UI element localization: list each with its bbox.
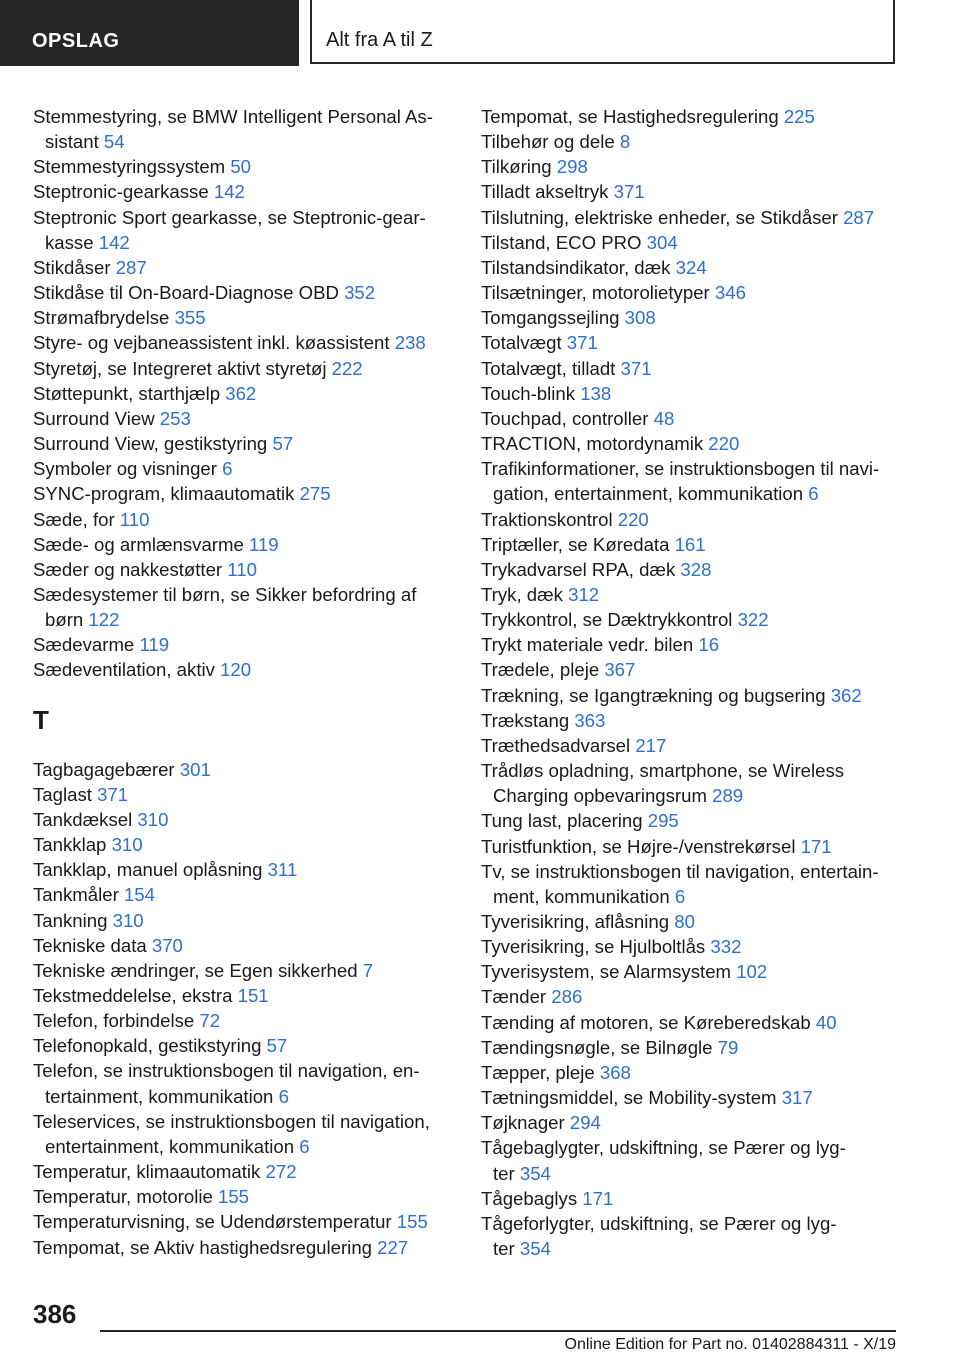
index-entry: [33, 782, 453, 807]
index-entry-text: Tryk, dæk: [481, 583, 569, 605]
index-entry-text: Sæde- og armlænsvarme: [33, 533, 249, 555]
index-page-link[interactable]: 119: [248, 533, 279, 555]
index-page-link[interactable]: 272: [265, 1161, 297, 1183]
index-entry: [481, 683, 901, 708]
index-entry: [33, 908, 453, 933]
index-entry: [481, 582, 901, 607]
index-entry-text: tertainment, kommunikation: [45, 1085, 279, 1107]
index-entry-text: ter: [493, 1238, 520, 1260]
index-page-link[interactable]: 367: [604, 659, 636, 681]
index-page-link[interactable]: 110: [119, 508, 150, 530]
index-entry: [33, 481, 453, 506]
index-page-link[interactable]: 7: [362, 959, 374, 981]
index-entry-text: gation, entertainment, kommunikation: [493, 483, 809, 505]
index-entry-text: ter: [493, 1162, 520, 1184]
index-entry: [481, 1010, 901, 1035]
footer-edition: [310, 1336, 896, 1354]
index-entry: [33, 1109, 453, 1134]
index-entry-text: Tempomat, se Hastighedsregulering: [481, 106, 784, 127]
index-entry: [33, 1033, 453, 1058]
index-page-link[interactable]: 310: [112, 909, 144, 931]
index-entry: [33, 532, 453, 557]
index-page-link[interactable]: 227: [377, 1236, 409, 1258]
index-entry-text: Tomgangssejling: [481, 307, 625, 329]
index-page-link[interactable]: 354: [519, 1238, 551, 1260]
index-entry-text: Tung last, placering: [481, 810, 648, 832]
index-entry: [33, 255, 453, 280]
index-entry-text: Styretøj, se Integreret aktivt styretøj: [33, 357, 332, 379]
index-entry: [33, 1184, 453, 1209]
index-entry-text: Tankklap: [33, 834, 112, 856]
index-page-link[interactable]: 72: [199, 1010, 221, 1032]
index-letter-heading: T: [33, 704, 49, 735]
index-entry: [33, 104, 453, 129]
index-entry-text: ment, kommunikation: [493, 885, 675, 907]
index-entry-text: Styre- og vejbaneassistent inkl. køassistent: [33, 332, 395, 354]
index-page-link[interactable]: 362: [830, 684, 862, 706]
index-entry: [33, 205, 453, 230]
index-page-link[interactable]: 332: [710, 936, 742, 958]
index-entry: [33, 179, 453, 204]
index-page-link[interactable]: 311: [267, 859, 298, 881]
index-entry-text: Sædevarme: [33, 634, 140, 656]
index-page-link[interactable]: 324: [675, 256, 707, 278]
index-page-link[interactable]: 253: [159, 407, 191, 429]
index-entry-text: Trækstang: [481, 709, 575, 731]
index-entry: [481, 129, 901, 154]
index-page-link[interactable]: 362: [225, 382, 257, 404]
index-entry: [33, 1058, 453, 1083]
index-entry-text: Trykt materiale vedr. bilen: [481, 634, 699, 656]
index-column-left: [33, 104, 453, 1260]
index-entry-text: sistant: [45, 131, 104, 153]
index-page-link[interactable]: 40: [815, 1011, 837, 1033]
index-page-link[interactable]: 286: [551, 986, 583, 1008]
index-page-link[interactable]: 368: [599, 1061, 631, 1083]
index-entry: [481, 909, 901, 934]
index-entry-text: Teleservices, se instruktionsbogen til navigation,: [33, 1110, 430, 1132]
index-page-link[interactable]: 317: [781, 1087, 813, 1109]
index-entry: [481, 934, 901, 959]
index-entry: [33, 557, 453, 582]
index-entry-text: Traktionskontrol: [481, 508, 618, 530]
index-column-right: [481, 104, 901, 1261]
index-entry-text: Tyverisikring, aflåsning: [481, 911, 675, 932]
index-entry-text: Tekniske ændringer, se Egen sikkerhed: [33, 959, 363, 981]
index-page-link[interactable]: 294: [569, 1112, 601, 1134]
index-entry-text: Tilbehør og dele: [481, 131, 620, 153]
index-entry-text: Tekstmeddelelse, ekstra: [33, 985, 238, 1006]
index-entry-text: Sæder og nakkestøtter: [33, 558, 228, 580]
page-number: 386: [33, 1299, 77, 1329]
index-page-link[interactable]: 80: [674, 911, 695, 932]
index-entry-text: Telefon, se instruktionsbogen til navigation, en-: [33, 1060, 420, 1082]
index-page-link[interactable]: 312: [568, 583, 600, 605]
index-entry: [481, 1110, 901, 1135]
index-page-link[interactable]: 48: [653, 407, 675, 429]
index-page-link[interactable]: 301: [179, 758, 211, 780]
index-page-link[interactable]: 238: [394, 332, 426, 354]
footer-edition-text: Online Edition for Part no. 01402884311 - X/19: [564, 1336, 896, 1353]
index-page-link[interactable]: 161: [674, 533, 706, 555]
index-entry: [33, 933, 453, 958]
index-entry-text: Tankklap, manuel oplåsning: [33, 859, 268, 881]
index-entry: [481, 255, 901, 280]
index-entry: [481, 1211, 901, 1236]
index-entry-text: Tæpper, pleje: [481, 1061, 600, 1083]
index-entry-continuation: [481, 884, 901, 909]
index-entry: [481, 356, 901, 381]
index-page-link[interactable]: 308: [624, 307, 656, 329]
index-page-link[interactable]: 310: [137, 808, 169, 830]
index-page-link[interactable]: 352: [344, 282, 376, 304]
index-page-link[interactable]: 142: [213, 181, 245, 203]
index-entry-text: Tænder: [481, 986, 552, 1008]
index-entry-text: Trykkontrol, se Dæktrykkontrol: [481, 609, 738, 631]
index-entry-text: Touchpad, controller: [481, 407, 654, 429]
index-entry: [481, 205, 901, 230]
index-entry-text: Tyverisystem, se Alarmsystem: [481, 961, 737, 983]
index-page-link[interactable]: 370: [151, 934, 183, 956]
index-entry-continuation: [33, 1134, 453, 1159]
index-entry-text: Triptæller, se Køredata: [481, 533, 675, 555]
index-page-link[interactable]: 304: [646, 231, 678, 253]
index-entry: [33, 857, 453, 882]
index-entry-text: Tilstandsindikator, dæk: [481, 256, 676, 278]
index-entry-text: Surround View, gestikstyring: [33, 433, 273, 455]
index-entry: [481, 984, 901, 1009]
index-page-link[interactable]: 298: [556, 156, 588, 178]
index-page-link[interactable]: 50: [230, 156, 252, 178]
index-entry-text: Tekniske data: [33, 934, 152, 956]
index-entry: [33, 632, 453, 657]
index-entry-continuation: [33, 129, 453, 154]
index-entry-text: Totalvægt, tilladt: [481, 357, 621, 379]
index-entry: [33, 582, 453, 607]
index-entry-text: Tilslutning, elektriske enheder, se Stikdåser: [481, 206, 844, 228]
index-page-link[interactable]: 295: [647, 810, 679, 832]
index-entry: [481, 1135, 901, 1160]
index-entry: [33, 1008, 453, 1033]
index-entry-text: Trædele, pleje: [481, 659, 605, 681]
index-entry-text: Temperaturvisning, se Udendørstemperatur: [33, 1211, 397, 1233]
index-entry-text: Tilkøring: [481, 156, 557, 178]
index-entry-text: Temperatur, klimaautomatik: [33, 1161, 266, 1183]
index-entry: [481, 959, 901, 984]
index-page-link[interactable]: 171: [800, 835, 832, 857]
index-entry-text: Støttepunkt, starthjælp: [33, 382, 226, 404]
index-entry: [33, 305, 453, 330]
index-entry: [33, 154, 453, 179]
index-entry-text: Tågeforlygter, udskiftning, se Pærer og lyg-: [481, 1212, 837, 1234]
index-entry-text: Tætningsmiddel, se Mobility-system: [481, 1087, 782, 1109]
index-entry: [33, 807, 453, 832]
index-page-link[interactable]: 154: [123, 884, 155, 906]
index-entry-text: Surround View: [33, 407, 160, 429]
index-entry-text: Tænding af motoren, se Køreberedskab: [481, 1011, 816, 1033]
index-entry-text: Tagbagagebærer: [33, 758, 180, 780]
index-entry: [33, 1159, 453, 1184]
index-page-link[interactable]: 110: [227, 558, 257, 580]
index-entry-text: Tågebaglys: [481, 1187, 583, 1209]
index-entry: [481, 733, 901, 758]
index-entry-text: Tankning: [33, 909, 113, 931]
index-entry-text: Trykadvarsel RPA, dæk: [481, 558, 681, 580]
index-page-link[interactable]: 151: [237, 985, 269, 1006]
index-entry-text: Tågebaglygter, udskiftning, se Pærer og lyg-: [481, 1137, 846, 1159]
index-entry-text: Trådløs opladning, smartphone, se Wireless: [481, 760, 845, 782]
index-entry-continuation: [481, 481, 901, 506]
index-entry: [33, 406, 453, 431]
index-entry-text: Steptronic-gearkasse: [33, 181, 214, 203]
index-entry: [481, 859, 901, 884]
index-entry-text: Tilladt akseltryk: [481, 181, 614, 203]
index-page-link[interactable]: 371: [620, 357, 652, 379]
index-entry: [33, 356, 453, 381]
index-entry: [481, 104, 901, 129]
index-entry-text: Tilsætninger, motorolietyper: [481, 282, 715, 304]
index-entry: [33, 958, 453, 983]
index-page-link[interactable]: 363: [574, 709, 606, 731]
index-entry-text: Tilstand, ECO PRO: [481, 231, 647, 253]
index-entry-continuation: [33, 1084, 453, 1109]
index-entry: [481, 708, 901, 733]
index-entry-text: Stikdåser: [33, 256, 116, 278]
index-page-link[interactable]: 217: [635, 734, 667, 756]
index-page-link[interactable]: 120: [220, 659, 252, 681]
index-page-link[interactable]: 155: [217, 1186, 250, 1208]
index-entry: [33, 882, 453, 907]
index-entry: [481, 557, 901, 582]
footer-divider: [100, 1330, 896, 1332]
index-page-link[interactable]: 310: [111, 834, 143, 856]
index-page-link[interactable]: 8: [619, 131, 631, 153]
index-entry-text: Tempomat, se Aktiv hastighedsregulering: [33, 1236, 378, 1258]
index-entry: [481, 1035, 901, 1060]
index-entry-text: Tv, se instruktionsbogen til navigation, entertain-: [481, 860, 879, 882]
index-entry: [481, 607, 901, 632]
index-entry: [481, 330, 901, 355]
index-entry-text: Symboler og visninger: [33, 458, 223, 480]
index-entry: [33, 507, 453, 532]
index-entry: [481, 305, 901, 330]
index-entry-text: Tankdæksel: [33, 808, 138, 830]
index-entry-text: Trafikinformationer, se instruktionsbogen til navi-: [481, 458, 880, 480]
index-entry-text: Trækning, se Igangtrækning og bugsering: [481, 684, 831, 706]
index-entry-text: entertainment, kommunikation: [45, 1135, 300, 1157]
index-entry-text: Steptronic Sport gearkasse, se Steptronic-gear-: [33, 206, 426, 228]
index-page-link[interactable]: 6: [278, 1085, 289, 1107]
section-tab: OPSLAG: [0, 0, 299, 66]
index-page-link[interactable]: 371: [566, 332, 598, 354]
index-page-link[interactable]: 57: [266, 1035, 288, 1057]
index-entry: [33, 983, 453, 1008]
index-entry-continuation: [33, 230, 453, 255]
index-entry-text: Tøjknager: [481, 1112, 570, 1134]
index-page-link[interactable]: 225: [783, 106, 815, 127]
index-entry: [33, 431, 453, 456]
index-entry-continuation: [33, 607, 453, 632]
index-entry-text: Stemmestyringssystem: [33, 156, 231, 178]
index-entry: [481, 1060, 901, 1085]
index-page-link[interactable]: 275: [299, 483, 331, 505]
index-entry-text: Telefon, forbindelse: [33, 1010, 200, 1032]
index-entry-continuation: [481, 1161, 901, 1186]
index-entry-text: Stemmestyring, se BMW Intelligent Personal As-: [33, 106, 433, 127]
index-page-link[interactable]: 155: [396, 1211, 428, 1233]
index-entry-text: Træthedsadvarsel: [481, 734, 636, 756]
index-page-link[interactable]: 16: [698, 634, 720, 656]
index-entry: [481, 280, 901, 305]
index-entry: [481, 179, 901, 204]
index-entry: [481, 230, 901, 255]
index-entry-text: Turistfunktion, se Højre-/venstrekørsel: [481, 835, 801, 857]
index-entry-text: Sæde, for: [33, 508, 120, 530]
index-entry: [481, 758, 901, 783]
page-header: [0, 0, 960, 66]
index-entry-text: TRACTION, motordynamik: [481, 433, 709, 455]
index-entry: [481, 532, 901, 557]
index-entry: [481, 808, 901, 833]
index-entry: [33, 1235, 453, 1260]
index-entry-text: kasse: [45, 231, 99, 253]
index-page-link[interactable]: 6: [674, 885, 686, 907]
index-entry-text: Sædeventilation, aktiv: [33, 659, 221, 681]
index-page-link[interactable]: 142: [98, 231, 130, 253]
index-page-link[interactable]: 171: [582, 1187, 614, 1209]
index-entry-text: Tændingsnøgle, se Bilnøgle: [481, 1036, 718, 1058]
index-entry-text: Telefonopkald, gestikstyring: [33, 1035, 267, 1057]
index-page-link[interactable]: 355: [174, 307, 206, 329]
index-page-link[interactable]: 6: [222, 458, 233, 480]
subsection-tab: Alt fra A til Z: [310, 0, 895, 64]
index-page-link[interactable]: 289: [712, 785, 744, 807]
index-entry: [481, 456, 901, 481]
index-entry: [33, 280, 453, 305]
index-page-link[interactable]: 54: [103, 131, 125, 153]
index-page-link[interactable]: 6: [808, 483, 819, 505]
index-page-link[interactable]: 119: [139, 634, 170, 656]
index-page-link[interactable]: 220: [708, 433, 740, 455]
index-entry-text: Sædesystemer til børn, se Sikker befordring af: [33, 583, 417, 605]
index-entry-text: Taglast: [33, 783, 98, 805]
index-entry: [481, 154, 901, 179]
index-entry: [33, 832, 453, 857]
index-entry-text: Touch-blink: [481, 382, 581, 404]
index-page-link[interactable]: 346: [714, 282, 746, 304]
index-entry: [481, 1186, 901, 1211]
index-entry: [33, 330, 453, 355]
index-page-link[interactable]: 122: [88, 609, 120, 631]
index-page-link[interactable]: 138: [580, 382, 612, 404]
index-page-link[interactable]: 287: [115, 256, 147, 278]
index-entry-text: Temperatur, motorolie: [33, 1186, 218, 1208]
index-page-link[interactable]: 287: [843, 206, 875, 228]
index-entry: [481, 1085, 901, 1110]
index-page-link[interactable]: 371: [97, 783, 129, 805]
index-entry: [33, 1209, 453, 1234]
index-entry-text: børn: [45, 609, 89, 631]
index-page-link[interactable]: 220: [617, 508, 649, 530]
index-entry-text: Charging opbevaringsrum: [493, 785, 713, 807]
index-page-link[interactable]: 354: [519, 1162, 551, 1184]
index-entry-continuation: [481, 783, 901, 808]
index-entry: [33, 757, 453, 782]
index-entry: [33, 456, 453, 481]
index-entry-text: Strømafbrydelse: [33, 307, 175, 329]
index-page-link[interactable]: 102: [736, 961, 768, 983]
index-entry-text: Tankmåler: [33, 884, 124, 906]
index-entry: [481, 632, 901, 657]
index-page-link[interactable]: 371: [613, 181, 645, 203]
index-entry: [481, 381, 901, 406]
index-page-link[interactable]: 222: [331, 357, 363, 379]
index-page-link[interactable]: 6: [299, 1135, 310, 1157]
index-entry: [33, 657, 453, 682]
index-entry: [481, 406, 901, 431]
index-entry-text: Totalvægt: [481, 332, 567, 354]
index-entry: [33, 381, 453, 406]
index-page-link[interactable]: 79: [717, 1036, 739, 1058]
index-entry: [481, 834, 901, 859]
index-entry-text: SYNC-program, klimaautomatik: [33, 483, 300, 505]
index-entry-continuation: [481, 1236, 901, 1261]
index-page-link[interactable]: 322: [737, 609, 769, 631]
index-page-link[interactable]: 328: [680, 558, 712, 580]
index-page-link[interactable]: 57: [272, 433, 294, 455]
index-entry: [481, 431, 901, 456]
index-entry-text: Tyverisikring, se Hjulboltlås: [481, 936, 711, 958]
index-entry-text: Stikdåse til On-Board-Diagnose OBD: [33, 282, 345, 304]
index-entry: [481, 507, 901, 532]
index-entry: [481, 657, 901, 682]
